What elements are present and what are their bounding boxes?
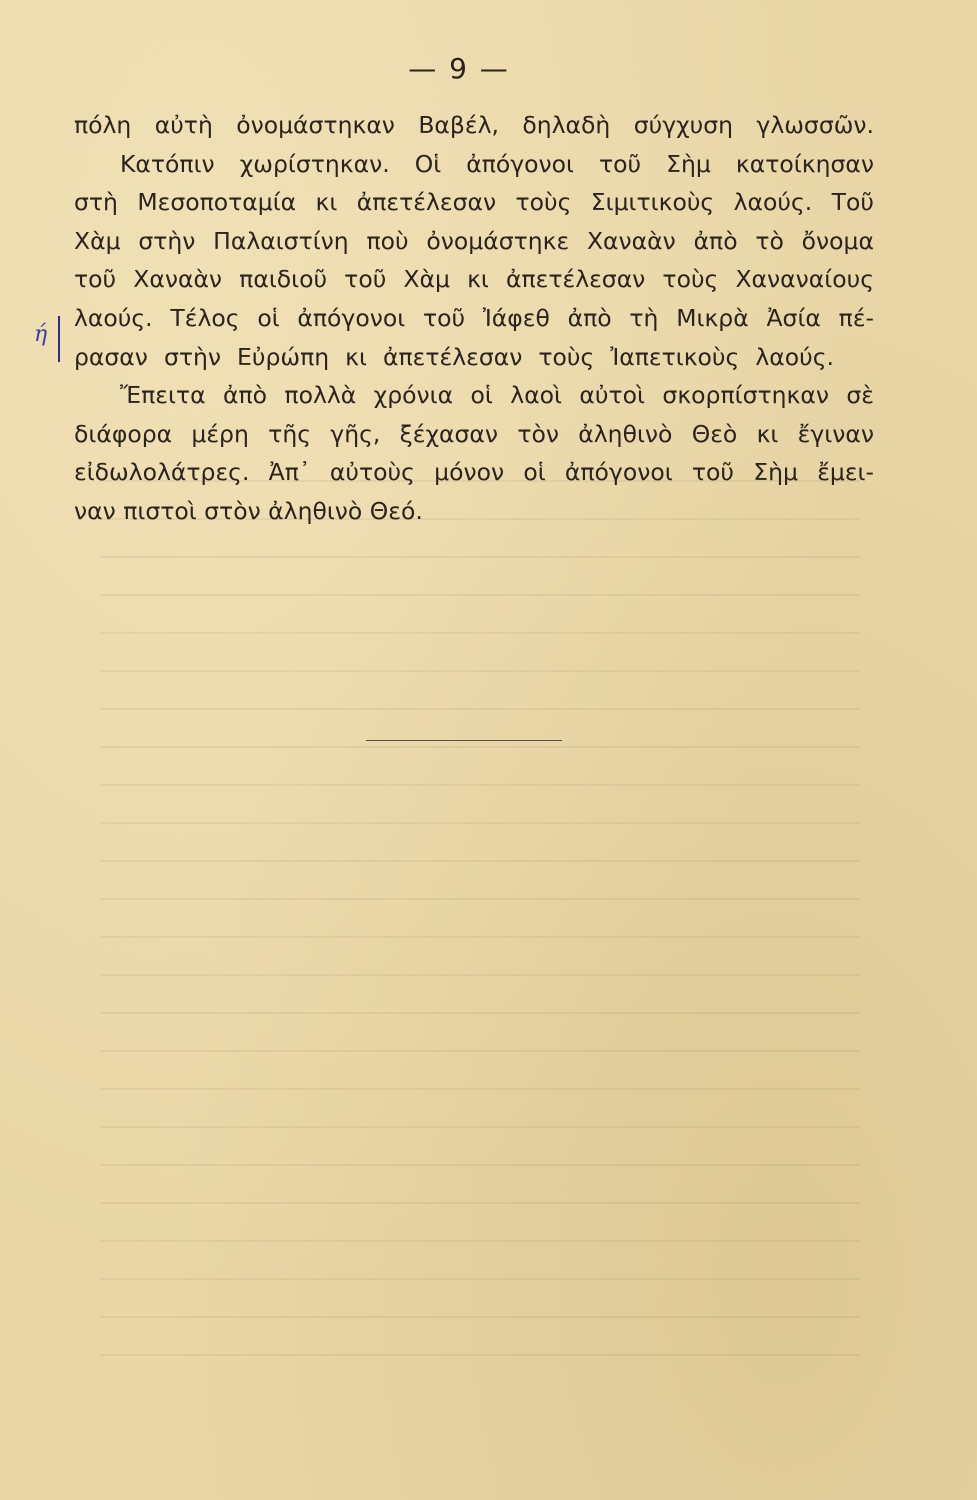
text-line: τοῦ Χαναὰν παιδιοῦ τοῦ Χὰμ κι ἀπετέλεσαν τοὺς Χαναναίους bbox=[74, 265, 874, 294]
text-line: πόλη αὐτὴ ὀνομάστηκαν Βαβέλ, δηλαδὴ σύγχυση γλωσσῶν. bbox=[74, 111, 874, 139]
text-line: Ἔπειτα ἀπὸ πολλὰ χρόνια οἱ λαοὶ αὐτοὶ σκορπίστηκαν σὲ bbox=[120, 381, 874, 410]
body-text bbox=[74, 106, 874, 531]
paper-show-through bbox=[100, 480, 860, 1380]
handwritten-margin-note bbox=[34, 316, 64, 362]
text-line: στὴ Μεσοποταμία κι ἀπετέλεσαν τοὺς Σιμιτικοὺς λαούς. Τοῦ bbox=[74, 188, 874, 217]
text-line: διάφορα μέρη τῆς γῆς, ξέχασαν τὸν ἀληθινὸ Θεὸ κι ἔγιναν bbox=[74, 419, 874, 448]
page-number: — 9 — bbox=[408, 52, 510, 85]
margin-note-text: ή bbox=[34, 322, 48, 347]
section-divider bbox=[366, 740, 562, 741]
margin-bracket bbox=[58, 316, 60, 362]
text-line: Χὰμ στὴν Παλαιστίνη ποὺ ὀνομάστηκε Χαναὰν ἀπὸ τὸ ὄνομα bbox=[74, 226, 874, 255]
text-line: ναν πιστοὶ στὸν ἀληθινὸ Θεό. bbox=[74, 496, 423, 525]
text-line: λαούς. Τέλος οἱ ἀπόγονοι τοῦ Ἰάφεθ ἀπὸ τὴ Μικρὰ Ἀσία πέ- bbox=[74, 303, 874, 332]
text-line: Κατόπιν χωρίστηκαν. Οἱ ἀπόγονοι τοῦ Σὴμ κατοίκησαν bbox=[120, 149, 874, 178]
text-line: ρασαν στὴν Εὐρώπη κι ἀπετέλεσαν τοὺς Ἰαπετικοὺς λαούς. bbox=[74, 342, 834, 371]
text-line: εἰδωλολάτρες. Ἀπ᾽ αὐτοὺς μόνον οἱ ἀπόγονοι τοῦ Σὴμ ἔμει- bbox=[74, 458, 874, 487]
